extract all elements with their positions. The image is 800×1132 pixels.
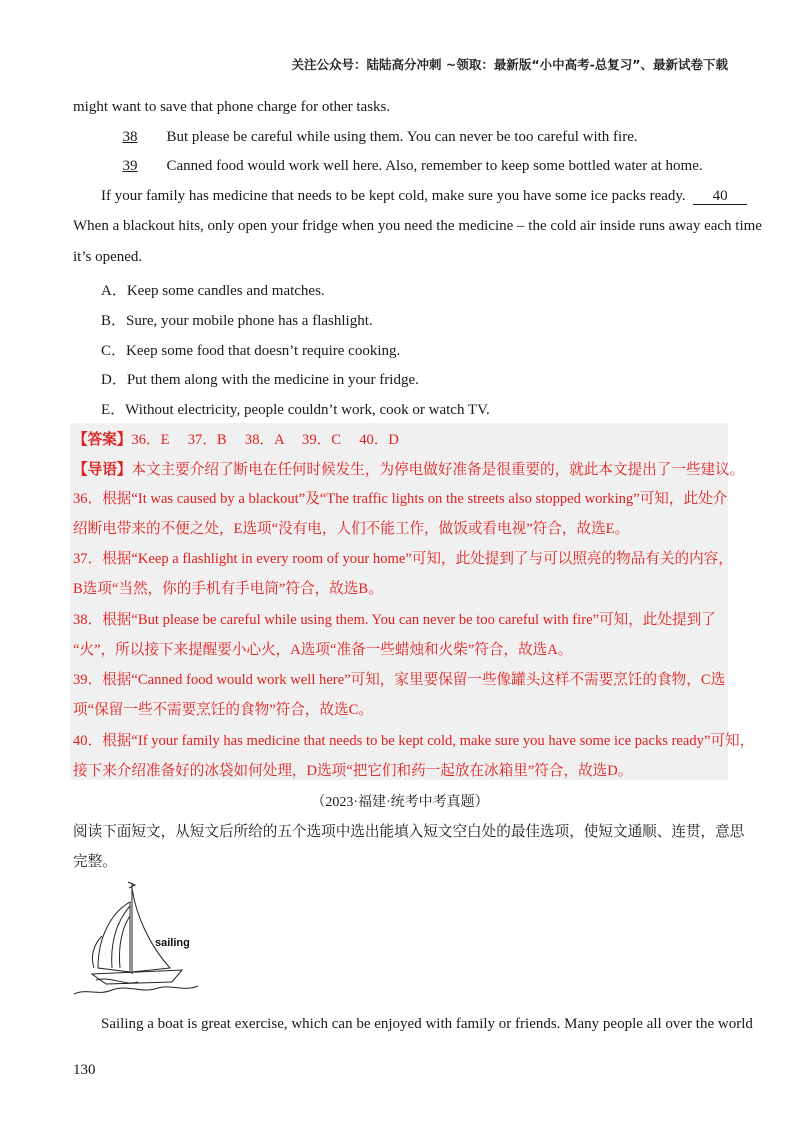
instruction-line: 阅读下面短文，从短文后所给的五个选项中选出能填入短文空白处的最佳选项，使短文通顺、连贯，意思 <box>73 824 745 840</box>
option-a: A．Keep some candles and matches. <box>101 283 325 299</box>
option-d: D．Put them along with the medicine in your fridge. <box>101 372 419 388</box>
sailing-label: sailing <box>155 937 190 949</box>
guide-text: 本文主要介绍了断电在任何时候发生，为停电做好准备是很重要的，就此本文提出了一些建议。 <box>131 462 745 478</box>
answer-tag: 【答案】 <box>73 432 132 448</box>
sailing-paragraph: Sailing a boat is great exercise, which can be enjoyed with family or friends. Many people all over the world <box>101 1016 753 1032</box>
explanation-line: 项“保留一些不需要烹饪的食物”符合，故选C。 <box>73 702 373 718</box>
question-39 <box>101 158 703 175</box>
page-number: 130 <box>73 1062 96 1078</box>
explanation-line: 39．根据“Canned food would work well here”可知，家里要保留一些像罐头这样不需要烹饪的食物，C选 <box>73 672 726 688</box>
passage-line <box>101 188 747 205</box>
explanation-line: 接下来介绍准备好的冰袋如何处理，D选项“把它们和药一起放在冰箱里”符合，故选D。 <box>73 763 633 779</box>
option-e: E．Without electricity, people couldn’t work, cook or watch TV. <box>101 402 490 418</box>
guide-tag: 【导语】 <box>73 462 132 478</box>
instruction-line: 完整。 <box>73 854 117 870</box>
sailboat-illustration <box>72 876 202 998</box>
explanation-line: 40．根据“If your family has medicine that needs to be kept cold, make sure you have some ice packs ready”可知， <box>73 733 755 749</box>
option-c: C．Keep some food that doesn’t require cooking. <box>101 343 401 359</box>
explanation-line: 37．根据“Keep a flashlight in every room of your home”可知，此处提到了与可以照亮的物品有关的内容， <box>73 551 733 567</box>
question-39-text: Canned food would work well here. Also, remember to keep some bottled water at home. <box>166 158 703 174</box>
blank-39[interactable]: 39 <box>122 158 138 174</box>
passage-line: When a blackout hits, only open your fridge when you need the medicine – the cold air inside runs away each time <box>73 218 762 234</box>
option-b: B．Sure, your mobile phone has a flashlight. <box>101 313 373 329</box>
explanation-line: B选项“当然，你的手机有手电筒”符合，故选B。 <box>73 581 383 597</box>
blank-40[interactable]: 40 <box>693 188 747 205</box>
source-label: （2023·福建·统考中考真题） <box>311 795 489 810</box>
guide <box>73 458 744 479</box>
explanation-line: 38．根据“But please be careful while using them. You can never be too careful with fire”可知，此处提到了 <box>73 612 716 628</box>
answer-text: 36．E 37．B 38．A 39．C 40．D <box>131 432 399 448</box>
passage-line: it’s opened. <box>73 249 143 265</box>
passage-line-text: If your family has medicine that needs to be kept cold, make sure you have some ice packs ready. <box>101 188 686 204</box>
question-38 <box>101 129 638 146</box>
blank-38[interactable]: 38 <box>122 129 138 145</box>
answer-key <box>73 428 399 449</box>
passage-line: might want to save that phone charge for other tasks. <box>73 99 391 115</box>
explanation-line: 36．根据“It was caused by a blackout”及“The traffic lights on the streets also stopped working”可知，此处介 <box>73 491 728 507</box>
question-38-text: But please be careful while using them. You can never be too careful with fire. <box>166 129 638 145</box>
explanation-line: 绍断电带来的不便之处，E选项“没有电，人们不能工作，做饭或看电视”符合，故选E。 <box>73 521 630 537</box>
page-header: 关注公众号：陆陆高分冲刺 ~领取：最新版“小中高考-总复习”、最新试卷下载 <box>291 57 728 72</box>
explanation-line: “火”，所以接下来提醒要小心火，A选项“准备一些蜡烛和火柴”符合，故选A。 <box>73 642 573 658</box>
